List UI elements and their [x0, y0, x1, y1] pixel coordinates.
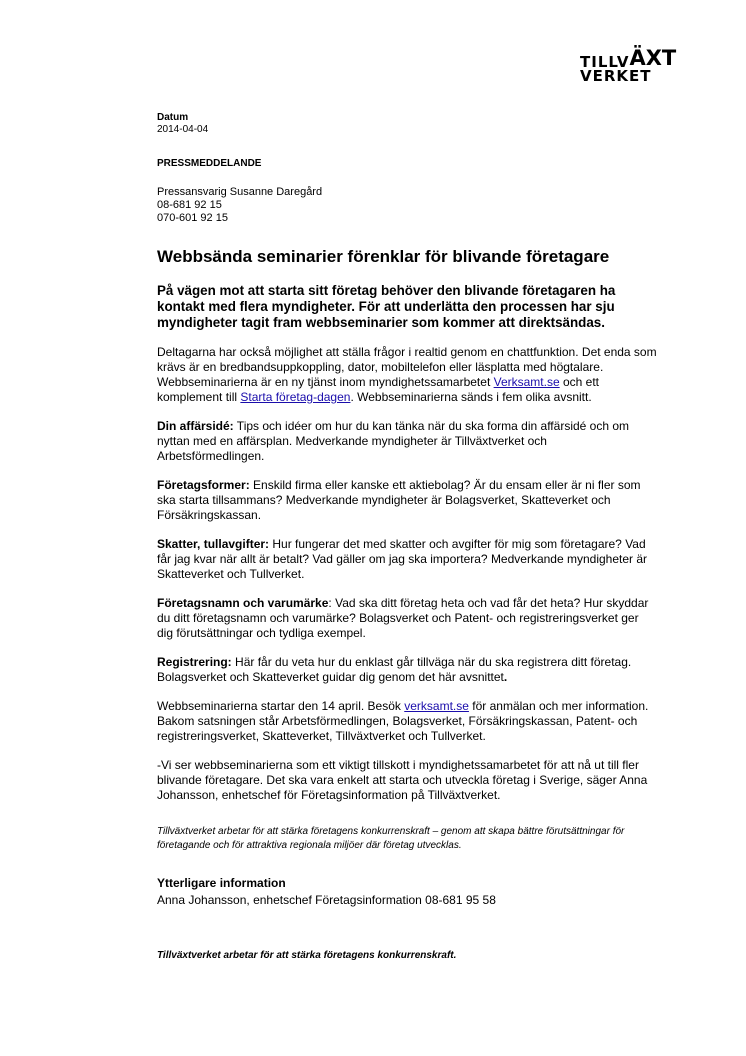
episode-text: Hur fungerar det med skatter och avgifter för mig som företagare? Vad får jag kvar när allt är betalt? Vad gäller om jag ska importera? Medverkande myndigheter är Skatteverket och Tullverket. — [157, 537, 648, 581]
quote-paragraph: -Vi ser webbseminarierna som ett viktigt tillskott i myndighetssamarbetet för att nå ut till fler blivande företagare. Det ska vara enkelt att starta och utveckla företag i Sverige, säger Anna Johansson, enhetschef för Företagsinformation på Tillväxtverket. — [157, 758, 648, 802]
episode-paragraph — [157, 478, 657, 523]
press-release-title: Webbsända seminarier förenklar för blivande företagare — [157, 247, 610, 266]
episode-text: Tips och idéer om hur du kan tänka när du ska forma din affärsidé och om nyttan med en affärsplan. Medverkande myndigheter är Tillväxtverket och Arbetsförmedlingen. — [157, 419, 630, 463]
episode-text-end: . — [503, 670, 508, 684]
date-label: Datum — [157, 112, 189, 123]
start-paragraph — [157, 699, 657, 744]
intro-text-2: och ett komplement till — [157, 375, 599, 404]
footer-tagline: Tillväxtverket arbetar för att stärka företagens konkurrenskraft. — [157, 950, 457, 961]
lead-paragraph: På vägen mot att starta sitt företag behöver den blivande företagaren ha kontakt med flera myndigheter. För att underlätta den processen har sju myndigheter tagit fram webbseminarier som kommer att direktsändas. — [157, 283, 616, 330]
start-text-2: för anmälan och mer information. Bakom satsningen står Arbetsförmedlingen, Bolagsverket, Försäkringskassan, Patent- och registreringsverket, Skatteverket, Tillväxtverket och Tullverket. — [157, 699, 649, 743]
episode-name: Företagsformer: — [157, 478, 250, 492]
more-info-contact: Anna Johansson, enhetschef Företagsinformation 08-681 95 58 — [157, 893, 496, 907]
more-info-heading: Ytterligare information — [157, 876, 286, 890]
episode-paragraph — [157, 655, 657, 685]
document-body — [157, 112, 657, 962]
episode-paragraph — [157, 537, 657, 582]
press-phone-2: 070-601 92 15 — [157, 212, 228, 224]
intro-text-1: Deltagarna har också möjlighet att ställa frågor i realtid genom en chattfunktion. Det enda som krävs är en bredbandsuppkoppling, dator, mobiltelefon eller läsplatta med högtalare. Webbseminarierna är en ny tjänst inom myndighetssamarbetet — [157, 345, 657, 389]
episode-name: Skatter, tullavgifter: — [157, 537, 270, 551]
episode-name: Din affärsidé: — [157, 419, 234, 433]
intro-text-3: . Webbseminarierna sänds i fem olika avsnitt. — [350, 390, 592, 404]
episode-text: Enskild firma eller kanske ett aktiebolag? Är du ensam eller är ni fler som ska starta tillsammans? Medverkande myndigheter är Bolagsverket, Skatteverket och Försäkringskassan. — [157, 478, 641, 522]
intro-paragraph — [157, 345, 657, 405]
date-value: 2014-04-04 — [157, 124, 209, 135]
document-type: PRESSMEDDELANDE — [157, 158, 262, 169]
logo-line-2: VERKET — [580, 67, 652, 85]
episode-name: Registrering: — [157, 655, 232, 669]
verksamt-signup-link[interactable]: verksamt.se — [404, 699, 469, 713]
start-text-1: Webbseminarierna startar den 14 april. Besök — [157, 699, 405, 713]
episode-paragraph — [157, 419, 657, 464]
starta-foretag-dagen-link[interactable]: Starta företag-dagen — [240, 390, 351, 404]
press-contact-name: Pressansvarig Susanne Daregård — [157, 186, 323, 198]
about-agency: Tillväxtverket arbetar för att stärka företagens konkurrenskraft – genom att skapa bättre förutsättningar för företagande och för attraktiva regionala miljöer där företag utvecklas. — [157, 826, 625, 851]
logo-text-b: ÄXT — [629, 46, 677, 70]
logo-text-a: TILLV — [580, 53, 630, 71]
tillvaxtverket-logo — [580, 44, 692, 84]
press-phone-1: 08-681 92 15 — [157, 199, 222, 211]
episode-text: Här får du veta hur du enklast går tillväga när du ska registrera ditt företag. Bolagsverket och Skatteverket guidar dig genom det här avsnittet — [157, 655, 632, 684]
verksamt-link[interactable]: Verksamt.se — [493, 375, 560, 389]
episode-name: Företagsnamn och varumärke — [157, 596, 329, 610]
episode-paragraph — [157, 596, 657, 641]
episode-text: : Vad ska ditt företag heta och vad får det heta? Hur skyddar du ditt företagsnamn och varumärke? Bolagsverket och Patent- och registreringsverket ger dig förutsättningar och tydliga exempel. — [157, 596, 649, 640]
